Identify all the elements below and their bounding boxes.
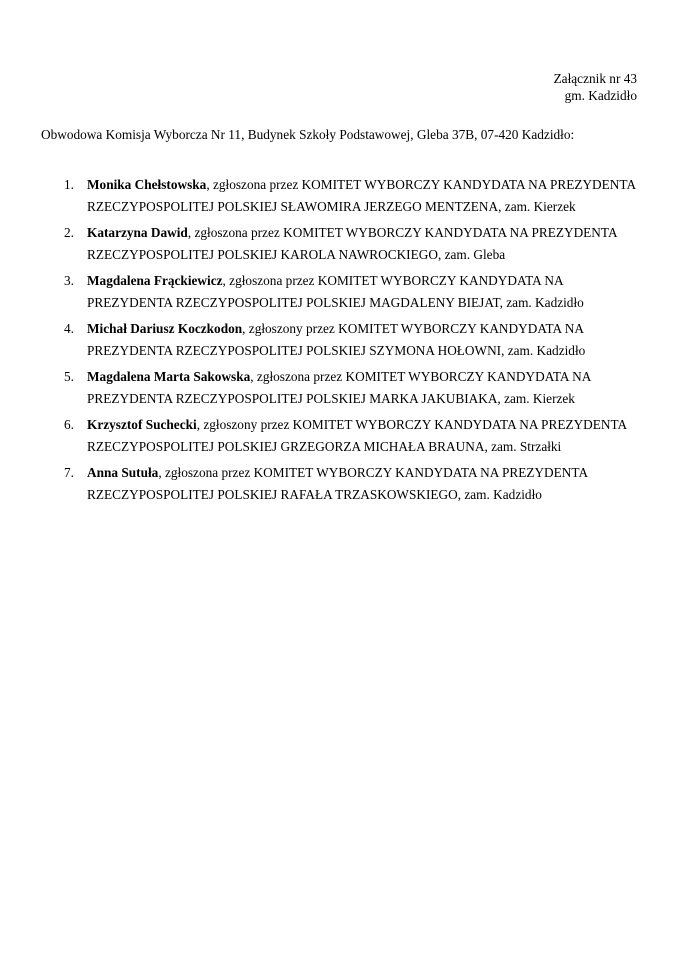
- annex-header: [554, 70, 637, 104]
- member-name: Magdalena Marta Sakowska: [87, 369, 251, 384]
- member-name: Anna Sutuła: [87, 465, 159, 480]
- item-number: 2.: [64, 225, 74, 240]
- annex-number: Załącznik nr 43: [553, 71, 637, 86]
- item-number: 6.: [64, 417, 74, 432]
- member-details: , zgłoszona przez KOMITET WYBORCZY KANDYDATA NA PREZYDENTA RZECZYPOSPOLITEJ POLSKIEJ RAFAŁA TRZASKOWSKIEGO, zam. Kadzidło: [87, 465, 588, 502]
- list-item: [0, 366, 679, 409]
- commission-intro: Obwodowa Komisja Wyborcza Nr 11, Budynek Szkoły Podstawowej, Gleba 37B, 07-420 Kadzidło:: [41, 127, 575, 142]
- item-number: 1.: [64, 177, 74, 192]
- member-details: , zgłoszona przez KOMITET WYBORCZY KANDYDATA NA PREZYDENTA RZECZYPOSPOLITEJ POLSKIEJ MAGDALENY BIEJAT, zam. Kadzidło: [87, 273, 584, 310]
- member-details: , zgłoszony przez KOMITET WYBORCZY KANDYDATA NA PREZYDENTA RZECZYPOSPOLITEJ POLSKIEJ GRZEGORZA MICHAŁA BRAUNA, zam. Strzałki: [87, 417, 627, 454]
- member-details: , zgłoszona przez KOMITET WYBORCZY KANDYDATA NA PREZYDENTA RZECZYPOSPOLITEJ POLSKIEJ SŁAWOMIRA JERZEGO MENTZENA, zam. Kierzek: [87, 177, 636, 214]
- list-item: [0, 174, 679, 217]
- list-item: [0, 318, 679, 361]
- municipality-label: gm. Kadzidło: [564, 88, 637, 103]
- member-details: , zgłoszony przez KOMITET WYBORCZY KANDYDATA NA PREZYDENTA RZECZYPOSPOLITEJ POLSKIEJ SZYMONA HOŁOWNI, zam. Kadzidło: [87, 321, 586, 358]
- list-item: [0, 222, 679, 265]
- item-number: 7.: [64, 465, 74, 480]
- list-item: [0, 414, 679, 457]
- member-name: Katarzyna Dawid: [87, 225, 188, 240]
- list-item: [0, 270, 679, 313]
- member-name: Krzysztof Suchecki: [87, 417, 197, 432]
- item-number: 4.: [64, 321, 74, 336]
- member-details: , zgłoszona przez KOMITET WYBORCZY KANDYDATA NA PREZYDENTA RZECZYPOSPOLITEJ POLSKIEJ KAROLA NAWROCKIEGO, zam. Gleba: [87, 225, 617, 262]
- member-name: Monika Chełstowska: [87, 177, 207, 192]
- member-details: , zgłoszona przez KOMITET WYBORCZY KANDYDATA NA PREZYDENTA RZECZYPOSPOLITEJ POLSKIEJ MARKA JAKUBIAKA, zam. Kierzek: [87, 369, 591, 406]
- members-list: [0, 174, 679, 510]
- list-item: [0, 462, 679, 505]
- member-name: Michał Dariusz Koczkodon: [87, 321, 243, 336]
- item-number: 5.: [64, 369, 74, 384]
- item-number: 3.: [64, 273, 74, 288]
- member-name: Magdalena Frąckiewicz: [87, 273, 223, 288]
